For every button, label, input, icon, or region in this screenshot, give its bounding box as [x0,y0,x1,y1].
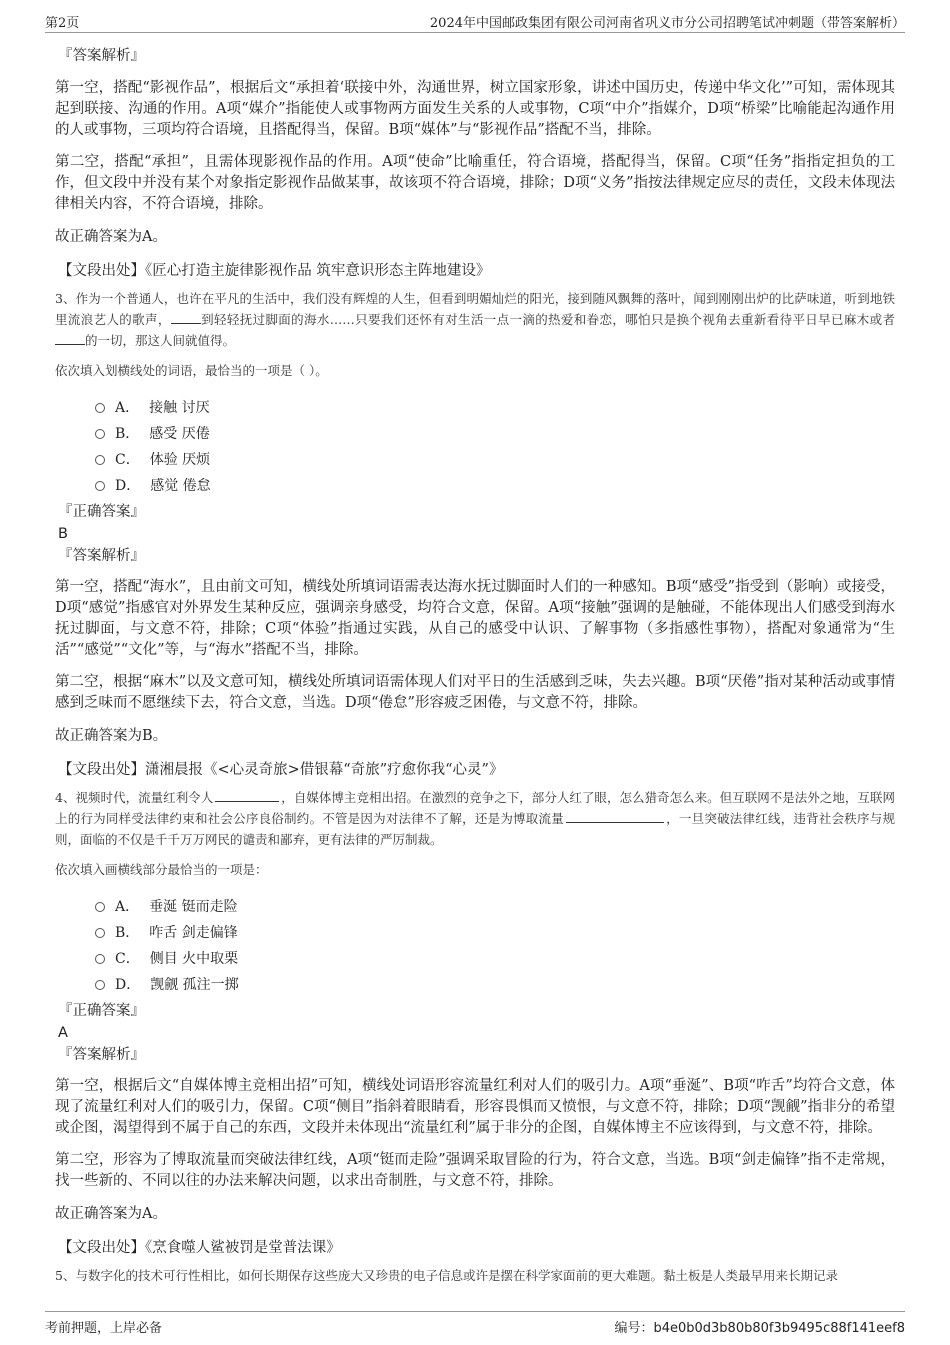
answer-conclusion: 故正确答案为A。 [55,229,167,245]
analysis-paragraph: 第一空，搭配“影视作品”，根据后文“承担着‘联接中外，沟通世界，树立国家形象，讲述中国历史，传递中华文化’”可知，需体现其起到联接、沟通的作用。A项“媒介”指能使人或事物两方面发生关系的人或事物，C项“中介”指媒介，D项“桥梁”比喻能起沟通作用的人或事物，三项均符合语境，且搭配得当，保留。B项“媒体”与“影视作品”搭配不当，排除。 [55,80,895,138]
page-number: 第2页 [45,16,80,31]
option-c[interactable]: C． 体验 厌烦 [95,447,895,473]
radio-icon[interactable] [95,403,105,413]
source-citation: 【文段出处】《烹食噬人鲨被罚是堂普法课》 [58,1240,341,1256]
option-c[interactable]: C． 侧目 火中取栗 [95,946,895,972]
correct-answer: A [58,1025,68,1041]
radio-icon[interactable] [95,429,105,439]
analysis-paragraph: 第一空，根据后文“自媒体博主竞相出招”可知，横线处词语形容流量红利对人们的吸引力。A项“垂涎”、B项“咋舌”均符合文意，体现了流量红利对人们的吸引力，保留。C项“侧目”指斜着眼睛看，形容畏惧而又愤恨，与文意不符，排除；D项“觊觎”指非分的希望或企图，渴望得到不属于自己的东西，文段并未体现出“流量红利”属于非分的企图，自媒体博主不应该得到，与文意不符，排除。 [55,1078,895,1136]
analysis-paragraph: 第二空，搭配“承担”，且需体现影视作品的作用。A项“使命”比喻重任，符合语境，搭配得当，保留。C项“任务”指指定担负的工作，但文段中并没有某个对象指定影视作品做某事，故该项不符合语境，排除；D项“义务”指按法律规定应尽的责任，文段未体现法律相关内容，不符合语境，排除。 [55,154,895,212]
correct-answer-label: 『正确答案』 [58,1003,145,1019]
option-a[interactable]: A． 接触 讨厌 [95,395,895,421]
question-stem: 4、视频时代，流量红利令人 ，自媒体博主竞相出招。在激烈的竞争之下，部分人红了眼，怎么猎奇怎么来。但互联网不是法外之地，互联网上的行为同样受法律约束和社会公序良俗制约。不管是因为对法律不了解，还是为博取流量 ，一旦突破法律红线，违背社会秩序与规则，面临的不仅是千千万万网民的谴责和鄙弃，更有法律的严厉制裁。 [55,790,895,847]
radio-icon[interactable] [95,481,105,491]
option-d[interactable]: D． 感觉 倦怠 [95,473,895,499]
answer-conclusion: 故正确答案为A。 [55,1206,167,1222]
analysis-label: 『答案解析』 [58,1047,145,1063]
fill-blank [55,331,85,345]
analysis-label: 『答案解析』 [58,548,145,564]
radio-icon[interactable] [95,455,105,465]
question-prompt: 依次填入画横线部分最恰当的一项是： [55,862,268,877]
option-d[interactable]: D． 觊觎 孤注一掷 [95,972,895,998]
page-header [45,10,905,33]
option-list [95,395,895,499]
document-code: 编号：b4e0b0d3b80b80f3b9495c88f141eef8 [614,1321,905,1336]
option-list [95,894,895,998]
page-footer [45,1311,905,1334]
radio-icon[interactable] [95,980,105,990]
document-body [55,45,895,1286]
radio-icon[interactable] [95,902,105,912]
fill-blank [171,310,201,324]
question-prompt: 依次填入划横线处的词语，最恰当的一项是（ ）。 [55,363,328,378]
correct-answer: B [58,526,68,542]
document-title: 2024年中国邮政集团有限公司河南省巩义市分公司招聘笔试冲刺题（带答案解析） [429,16,905,31]
fill-blank [215,788,279,802]
radio-icon[interactable] [95,928,105,938]
fill-blank [566,809,664,823]
source-citation: 【文段出处】潇湘晨报《<心灵奇旅>借银幕“奇旅”疗愈你我“心灵”》 [58,762,504,778]
analysis-paragraph: 第二空，形容为了博取流量而突破法律红线，A项“铤而走险”强调采取冒险的行为，符合文意，当选。B项“剑走偏锋”指不走常规，找一些新的、不同以往的办法来解决问题，以求出奇制胜，与文意不符，排除。 [55,1152,895,1189]
option-b[interactable]: B． 感受 厌倦 [95,421,895,447]
analysis-label: 『答案解析』 [58,48,145,64]
analysis-paragraph: 第一空，搭配“海水”，且由前文可知，横线处所填词语需表达海水抚过脚面时人们的一种感知。B项“感受”指受到（影响）或接受，D项“感觉”指感官对外界发生某种反应，强调亲身感受，均符合文意，保留。A项“接触”强调的是触碰，不能体现出人们感受到海水抚过脚面，与文意不符，排除；C项“体验”指通过实践，从自己的感受中认识、了解事物（多指感性事物），搭配对象通常为“生活”“感觉”“文化”等，与“海水”搭配不当，排除。 [55,579,895,658]
question-stem: 5、与数字化的技术可行性相比，如何长期保存这些庞大又珍贵的电子信息或许是摆在科学家面前的更大难题。黏土板是人类最早用来长期记录 [55,1268,838,1283]
option-a[interactable]: A． 垂涎 铤而走险 [95,894,895,920]
option-b[interactable]: B． 咋舌 剑走偏锋 [95,920,895,946]
analysis-paragraph: 第二空，根据“麻木”以及文意可知，横线处所填词语需体现人们对平日的生活感到乏味，失去兴趣。B项“厌倦”指对某种活动或事情感到乏味而不愿继续下去，符合文意，当选。D项“倦怠”形容疲乏困倦，与文意不符，排除。 [55,674,895,711]
question-stem: 3、作为一个普通人，也许在平凡的生活中，我们没有辉煌的人生，但看到明媚灿烂的阳光，接到随风飘舞的落叶，闻到刚刚出炉的比萨味道，听到地铁里流浪艺人的歌声， 到轻轻抚过脚面的海水……只要我们还怀有对生活一点一滴的热爱和眷恋，哪怕只是换个视角去重新看待平日早已麻木或者的一切，那这人间就值得。 [55,291,895,348]
radio-icon[interactable] [95,954,105,964]
footer-slogan: 考前押题，上岸必备 [45,1321,163,1336]
source-citation: 【文段出处】《匠心打造主旋律影视作品 筑牢意识形态主阵地建设》 [58,263,491,279]
correct-answer-label: 『正确答案』 [58,504,145,520]
answer-conclusion: 故正确答案为B。 [55,728,168,744]
